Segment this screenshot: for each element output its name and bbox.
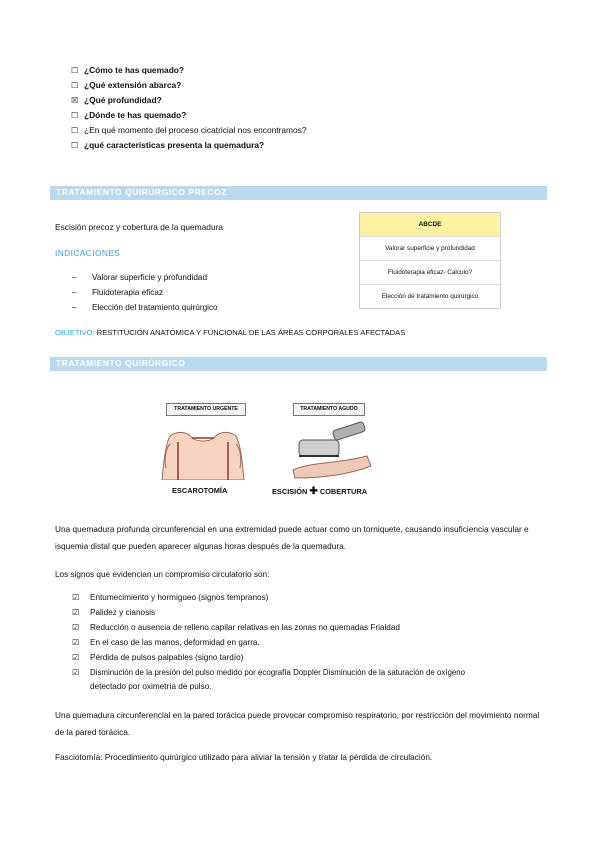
question-text: ¿En qué momento del proceso cicatricial nos encontramos? xyxy=(84,125,307,135)
question-item xyxy=(71,95,162,105)
indication-item: – Elección del tratamiento quirúrgico xyxy=(72,303,218,312)
sign-item: ☑ Disminución de la presión del pulso medido por ecografía Doppler Disminución de la saturación de oxígeno xyxy=(72,668,466,677)
paragraph-thoracic: Una quemadura circunferencial en la pared torácica puede provocar compromiso respiratorio, por restricción del movimiento normal de la pared torácica. xyxy=(55,710,540,737)
indication-item: – Valorar superficie y profundidad xyxy=(72,273,207,282)
check-icon: ☑ xyxy=(72,653,80,662)
checkbox-icon: ☐ xyxy=(71,126,79,135)
question-item xyxy=(71,125,307,135)
dermatome-illustration xyxy=(285,418,375,480)
objective-label: OBJETIVO: xyxy=(55,328,95,337)
section-header-early-surgery xyxy=(50,186,547,200)
section-title: TRATAMIENTO QUIRÚRGICO PRECOZ xyxy=(56,187,227,197)
plus-icon: ✚ xyxy=(309,486,318,497)
section-title: TRATAMIENTO QUIRÚRGICO xyxy=(56,358,186,368)
abcde-table xyxy=(359,212,501,309)
checkbox-icon: ☐ xyxy=(71,66,79,75)
question-text: ¿Cómo te has quemado? xyxy=(84,65,185,75)
abcde-row: Valorar superficie y profundidad xyxy=(360,236,500,260)
intro-text: Escisión precoz y cobertura de la quemadura xyxy=(55,222,224,232)
paragraph-circumferential-limb: Una quemadura profunda circunferencial en una extremidad puede actuar como un torniquete, causando insuficiencia vascular e isquemia distal que pueden aparecer algunas horas después de la quemadura. xyxy=(55,524,529,551)
signs-intro: Los signos que evidencian un compromiso circulatorio son: xyxy=(55,570,270,579)
urgent-label: TRATAMIENTO URGENTE xyxy=(166,403,246,416)
question-item xyxy=(71,110,186,120)
objective-text: RESTITUCIÓN ANATÓMICA Y FUNCIONAL DE LAS ÁREAS CORPORALES AFECTADAS xyxy=(96,328,406,337)
indication-item: – Fluidoterapia eficaz xyxy=(72,288,163,297)
sign-item: ☑ En el caso de las manos, deformidad en garra. xyxy=(72,638,260,647)
surgery-figure xyxy=(150,398,400,502)
check-icon: ☑ xyxy=(72,668,80,677)
check-icon: ☑ xyxy=(72,638,80,647)
section-header-surgical-treatment xyxy=(50,357,547,371)
question-text: ¿Qué extensión abarca? xyxy=(84,80,182,90)
check-icon: ☑ xyxy=(72,608,80,617)
indications-heading: INDICACIONES xyxy=(55,248,121,258)
paragraph-fasciotomy: Fasciotomía: Procedimiento quirúrgico utilizado para aliviar la tensión y tratar la pérdida de circulación. xyxy=(55,752,433,762)
question-item xyxy=(71,65,184,75)
objective-line xyxy=(55,328,405,337)
sign-item: ☑ Palidez y cianosis xyxy=(72,608,156,617)
sign-item: ☑ Entumecimiento y hormigueo (signos tempranos) xyxy=(72,593,269,602)
escarotomia-caption: ESCAROTOMÍA xyxy=(172,486,228,495)
sign-item: ☑ Pérdida de pulsos palpables (signo tardío) xyxy=(72,653,244,662)
chest-illustration xyxy=(158,418,248,480)
sign-item-continuation: detectado por oximetría de pulso. xyxy=(90,682,212,691)
question-text: ¿Qué profundidad? xyxy=(84,95,162,105)
checkbox-icon: ☒ xyxy=(71,96,79,105)
question-item xyxy=(71,80,181,90)
sign-item: ☑ Reducción o ausencia de relleno capilar relativas en las zonas no quemadas Frialdad xyxy=(72,623,400,632)
question-text: ¿Dónde te has quemado? xyxy=(84,110,187,120)
checkbox-icon: ☐ xyxy=(71,111,79,120)
question-text: ¿qué características presenta la quemadura? xyxy=(84,140,265,150)
acute-label: TRATAMIENTO AGUDO xyxy=(293,403,365,416)
excision-caption: ESCISIÓN ✚ COBERTURA xyxy=(272,486,368,497)
abcde-row: Fluidoterapia eficaz- Calculo? xyxy=(360,260,500,284)
abcde-row: Elección de tratamiento quirúrgico xyxy=(360,284,500,308)
check-icon: ☑ xyxy=(72,623,80,632)
checkbox-icon: ☐ xyxy=(71,81,79,90)
check-icon: ☑ xyxy=(72,593,80,602)
checkbox-icon: ☐ xyxy=(71,141,79,150)
abcde-row: ABCDE xyxy=(360,213,500,236)
question-item xyxy=(71,140,264,150)
